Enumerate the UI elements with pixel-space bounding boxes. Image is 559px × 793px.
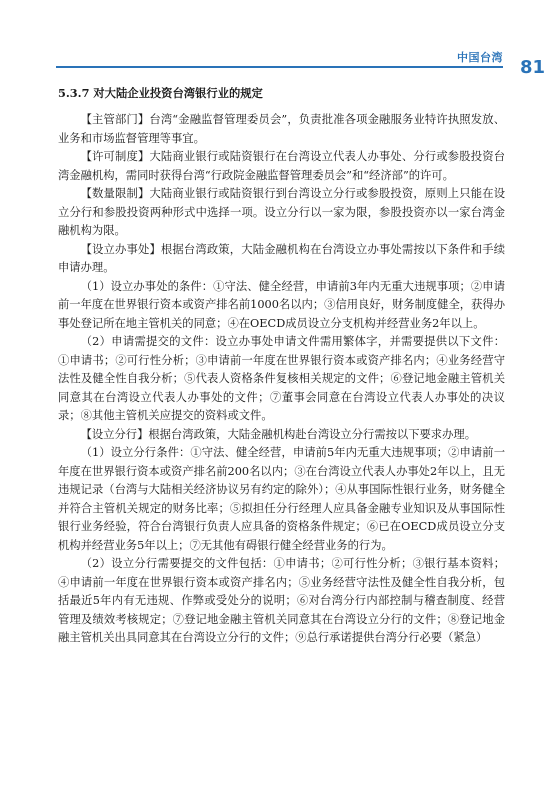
paragraph-branch-documents: （2）设立分行需要提交的文件包括：①申请书；②可行性分析；③银行基本资料；④申请前一年度在世界银行资本或资产排名内；⑤业务经营守法性及健全性自我分析，包括最近5年内有无违规、作弊或受处分的说明；⑥对台湾分行内部控制与稽查制度、经营管理及绩效考核规定；⑦登记地金融主管机关同意其在台湾设立分行的文件；⑧登记地金融主管机关出具同意其在台湾设立分行的文件；⑨总行承诺提供台湾分行必要（紧急） <box>58 557 505 644</box>
paragraph-office-conditions: （1）设立办事处的条件：①守法、健全经营，申请前3年内无重大违规事项；②申请前一年度在世界银行资本或资产排名前1000名以内；③信用良好，财务制度健全，获得办事处登记所在地主管机关的同意；④在OECD成员设立分支机构并经营业务2年以上。 <box>58 279 505 330</box>
paragraph-license: 【许可制度】大陆商业银行或陆资银行在台湾设立代表人办事处、分行或参股投资台湾金融机构，需同时获得台湾“行政院金融监督管理委员会”和“经济部”的许可。 <box>58 150 505 182</box>
paragraph-authority: 【主管部门】台湾“金融监督管理委员会”，负责批准各项金融服务业特许执照发放、业务和市场监督管理等事宜。 <box>58 113 505 145</box>
page-content <box>58 84 505 648</box>
paragraph-office-intro: 【设立办事处】根据台湾政策，大陆金融机构在台湾设立办事处需按以下条件和手续申请办理。 <box>58 242 505 274</box>
section-title: 5.3.7 对大陆企业投资台湾银行业的规定 <box>58 86 263 100</box>
paragraph-branch-conditions: （1）设立分行条件：①守法、健全经营，申请前5年内无重大违规事项；②申请前一年度在世界银行资本或资产排名前200名以内；③在台湾设立代表人办事处2年以上，且无违规记录（台湾与大陆相关经济协议另有约定的除外）；④从事国际性银行业务，财务健全并符合主管机关规定的财务比率；⑤拟担任分行经理人应具备金融专业知识及从事国际性银行业务经验，符合台湾银行负责人应具备的资格条件规定；⑥已在OECD成员设立分支机构并经营业务5年以上；⑦无其他有碍银行健全经营业务的行为。 <box>58 446 505 552</box>
paragraph-office-documents: （2）申请需提交的文件：设立办事处申请文件需用繁体字，并需要提供以下文件：①申请书；②可行性分析；③申请前一年度在世界银行资本或资产排名内；④业务经营守法性及健全性自我分析；⑤代表人资格条件复核相关规定的文件；⑥登记地金融主管机关同意其在台湾设立代表人办事处的文件；⑦董事会同意在台湾设立代表人办事处的决议录；⑧其他主管机关应提交的资料或文件。 <box>58 335 505 422</box>
page-header <box>0 0 559 80</box>
page-number: 81 <box>519 57 545 78</box>
header-rule <box>56 66 503 68</box>
paragraph-quantity-limit: 【数量限制】大陆商业银行或陆资银行到台湾设立分行或参股投资，原则上只能在设立分行和参股投资两种形式中选择一项。设立分行以一家为限，参股投资亦以一家台湾金融机构为限。 <box>58 187 505 237</box>
header-label: 中国台湾 <box>457 51 503 64</box>
paragraph-branch-intro: 【设立分行】根据台湾政策，大陆金融机构赴台湾设立分行需按以下要求办理。 <box>80 427 476 441</box>
